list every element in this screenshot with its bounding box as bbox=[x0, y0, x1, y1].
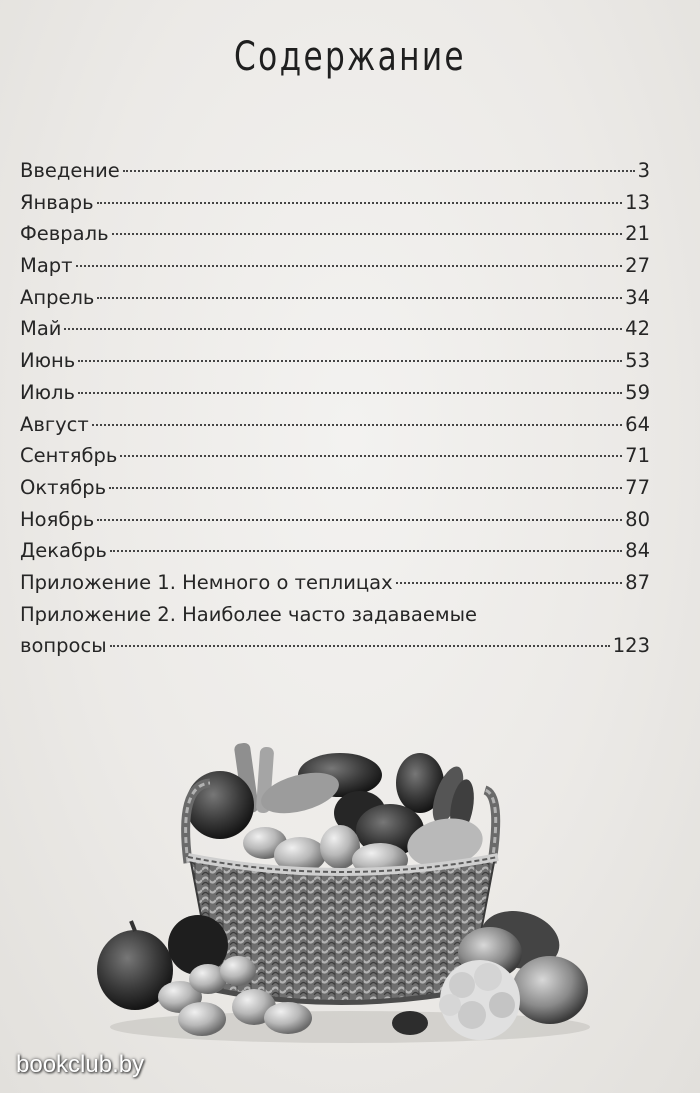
toc-leader-dots bbox=[109, 487, 622, 489]
vegetable-basket-svg bbox=[90, 735, 610, 1045]
toc-leader-dots bbox=[97, 202, 623, 204]
toc-entry-label: Август bbox=[20, 412, 89, 436]
toc-entry bbox=[20, 345, 650, 377]
toc-entry bbox=[20, 282, 650, 314]
toc-entry bbox=[20, 377, 650, 409]
toc-entry-page: 123 bbox=[612, 634, 650, 658]
table-of-contents bbox=[20, 155, 650, 662]
toc-entry-label: Введение bbox=[20, 159, 120, 182]
toc-leader-dots bbox=[92, 424, 622, 426]
watermark-text: bookclub.by bbox=[16, 1051, 145, 1078]
toc-entry-page: 3 bbox=[637, 159, 650, 182]
toc-entry bbox=[20, 409, 650, 441]
toc-leader-dots bbox=[110, 645, 610, 647]
toc-entry-label: Январь bbox=[20, 190, 94, 214]
toc-leader-dots bbox=[123, 170, 635, 172]
toc-entry bbox=[20, 313, 650, 345]
toc-entry-page: 59 bbox=[625, 380, 650, 404]
toc-entry-page: 71 bbox=[625, 444, 650, 468]
page-title: Содержание bbox=[234, 34, 466, 80]
toc-entry-label: вопросы bbox=[20, 634, 107, 658]
toc-entry-line1 bbox=[20, 599, 650, 631]
toc-entry-page: 87 bbox=[625, 570, 650, 594]
toc-entry-page: 53 bbox=[625, 349, 650, 373]
toc-entry-page: 64 bbox=[625, 412, 650, 436]
toc-entry bbox=[20, 567, 650, 599]
toc-entry-label: Март bbox=[20, 254, 73, 278]
vegetable-basket-illustration bbox=[90, 735, 610, 1045]
toc-entry-label: Апрель bbox=[20, 285, 95, 309]
toc-entry bbox=[20, 504, 650, 536]
toc-leader-dots bbox=[78, 392, 622, 394]
toc-entry-page: 80 bbox=[625, 507, 650, 531]
toc-entry bbox=[20, 535, 650, 567]
toc-entry-label: Июнь bbox=[20, 349, 76, 373]
toc-entry bbox=[20, 187, 650, 219]
toc-entry-label: Май bbox=[20, 317, 62, 341]
toc-entry bbox=[20, 440, 650, 472]
toc-leader-dots bbox=[120, 455, 622, 457]
toc-entry bbox=[20, 472, 650, 504]
toc-entry-page: 77 bbox=[625, 475, 650, 499]
toc-entry-label: Октябрь bbox=[20, 475, 107, 499]
toc-entry-label: Декабрь bbox=[20, 539, 107, 563]
toc-entry-page: 42 bbox=[625, 317, 650, 341]
toc-entry-page: 21 bbox=[625, 222, 650, 246]
toc-leader-dots bbox=[64, 328, 622, 330]
toc-leader-dots bbox=[396, 582, 623, 584]
toc-leader-dots bbox=[112, 233, 623, 235]
toc-entry-label: Приложение 2. Наиболее часто задаваемые bbox=[20, 602, 477, 626]
toc-leader-dots bbox=[97, 519, 622, 521]
toc-entry-label: Июль bbox=[20, 380, 75, 404]
toc-entry-page: 84 bbox=[625, 539, 650, 563]
toc-entry bbox=[20, 218, 650, 250]
toc-entry-page: 13 bbox=[625, 190, 650, 214]
toc-entry-line2 bbox=[20, 630, 650, 662]
toc-entry bbox=[20, 155, 650, 187]
toc-entry-page: 27 bbox=[625, 254, 650, 278]
toc-entry-page: 34 bbox=[625, 285, 650, 309]
toc-leader-dots bbox=[97, 297, 622, 299]
toc-leader-dots bbox=[76, 265, 623, 267]
toc-leader-dots bbox=[110, 550, 622, 552]
toc-entry-label: Февраль bbox=[20, 222, 109, 246]
toc-entry-label: Ноябрь bbox=[20, 507, 95, 531]
toc-leader-dots bbox=[78, 360, 622, 362]
toc-entry-label: Сентябрь bbox=[20, 444, 118, 468]
toc-entry-label: Приложение 1. Немного о теплицах bbox=[20, 570, 393, 594]
toc-entry bbox=[20, 250, 650, 282]
